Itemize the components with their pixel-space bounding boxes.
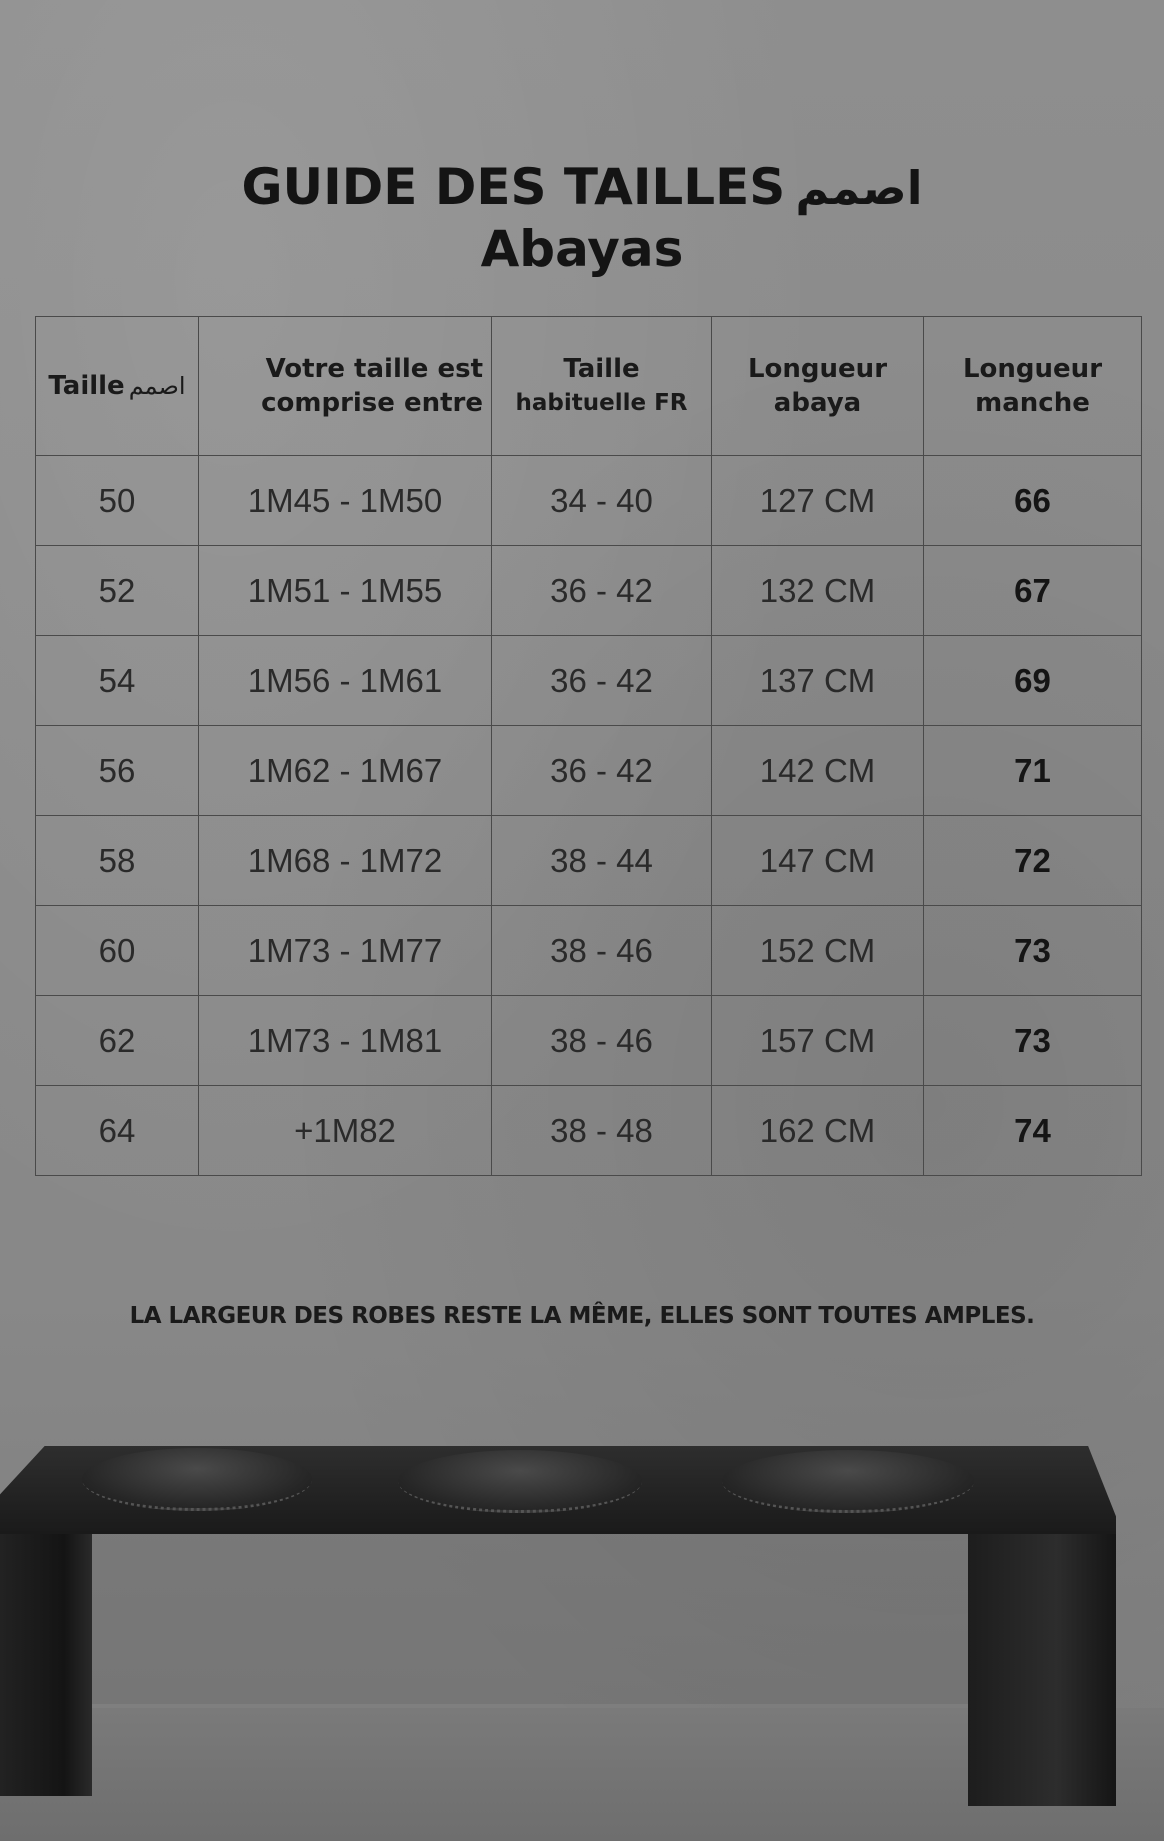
cell-size: 54 xyxy=(36,636,199,726)
cell-fr: 38 - 46 xyxy=(492,996,712,1086)
header-sleeve-length-line2: manche xyxy=(975,388,1090,418)
cell-size: 60 xyxy=(36,906,199,996)
table-row xyxy=(36,636,1142,726)
cell-sleeve: 74 xyxy=(924,1086,1142,1176)
cell-height: 1M56 - 1M61 xyxy=(199,636,492,726)
cell-size: 62 xyxy=(36,996,199,1086)
wall-shadow xyxy=(92,1534,968,1704)
cell-size: 64 xyxy=(36,1086,199,1176)
header-size-arabic: اصمم xyxy=(128,372,186,400)
cell-fr: 34 - 40 xyxy=(492,456,712,546)
cell-sleeve: 71 xyxy=(924,726,1142,816)
cell-fr: 38 - 44 xyxy=(492,816,712,906)
header-abaya-length-line2: abaya xyxy=(773,388,862,418)
cell-height: 1M68 - 1M72 xyxy=(199,816,492,906)
cell-height: 1M73 - 1M77 xyxy=(199,906,492,996)
header-abaya-length xyxy=(712,317,924,456)
table-row xyxy=(36,816,1142,906)
header-fr-size xyxy=(492,317,712,456)
cell-sleeve: 69 xyxy=(924,636,1142,726)
cell-size: 56 xyxy=(36,726,199,816)
cushion-middle xyxy=(398,1450,642,1513)
cell-height: 1M51 - 1M55 xyxy=(199,546,492,636)
cell-fr: 36 - 42 xyxy=(492,546,712,636)
cell-sleeve: 67 xyxy=(924,546,1142,636)
cushion-right xyxy=(722,1450,974,1513)
cell-fr: 36 - 42 xyxy=(492,636,712,726)
cell-abaya: 162 CM xyxy=(712,1086,924,1176)
cell-fr: 38 - 48 xyxy=(492,1086,712,1176)
cell-fr: 36 - 42 xyxy=(492,726,712,816)
header-size-label: Taille xyxy=(48,371,125,401)
cell-abaya: 157 CM xyxy=(712,996,924,1086)
header-fr-size-line1: Taille xyxy=(563,354,640,384)
cell-sleeve: 66 xyxy=(924,456,1142,546)
cell-abaya: 147 CM xyxy=(712,816,924,906)
cell-abaya: 132 CM xyxy=(712,546,924,636)
bench-leg-left xyxy=(0,1534,92,1796)
cell-fr: 38 - 46 xyxy=(492,906,712,996)
cell-size: 50 xyxy=(36,456,199,546)
cell-height: +1M82 xyxy=(199,1086,492,1176)
table-row xyxy=(36,726,1142,816)
cell-height: 1M73 - 1M81 xyxy=(199,996,492,1086)
cell-height: 1M45 - 1M50 xyxy=(199,456,492,546)
cell-sleeve: 73 xyxy=(924,996,1142,1086)
header-abaya-length-line1: Longueur xyxy=(747,354,888,384)
cell-abaya: 142 CM xyxy=(712,726,924,816)
table-row xyxy=(36,996,1142,1086)
table-row xyxy=(36,906,1142,996)
title-arabic: اصمم xyxy=(795,161,923,215)
cell-height: 1M62 - 1M67 xyxy=(199,726,492,816)
cell-abaya: 152 CM xyxy=(712,906,924,996)
size-table xyxy=(35,316,1142,1176)
page-subtitle: Abayas xyxy=(480,220,684,278)
table-header-row xyxy=(36,317,1142,456)
cell-size: 52 xyxy=(36,546,199,636)
cell-size: 58 xyxy=(36,816,199,906)
header-height-range: Votre taille est comprise entre xyxy=(199,317,492,456)
cell-abaya: 137 CM xyxy=(712,636,924,726)
cell-sleeve: 72 xyxy=(924,816,1142,906)
page-title xyxy=(0,158,1164,217)
cushion-left xyxy=(82,1448,312,1511)
header-sleeve-length xyxy=(924,317,1142,456)
header-fr-size-line2: habituelle FR xyxy=(515,390,688,416)
bench-leg-right xyxy=(968,1534,1116,1806)
header-size xyxy=(36,317,199,456)
width-note: LA LARGEUR DES ROBES RESTE LA MÊME, ELLES SONT TOUTES AMPLES. xyxy=(129,1303,1035,1329)
table-row xyxy=(36,1086,1142,1176)
title-text: GUIDE DES TAILLES xyxy=(241,158,786,216)
cell-sleeve: 73 xyxy=(924,906,1142,996)
table-row xyxy=(36,456,1142,546)
cell-abaya: 127 CM xyxy=(712,456,924,546)
table-row xyxy=(36,546,1142,636)
header-sleeve-length-line1: Longueur xyxy=(962,354,1103,384)
